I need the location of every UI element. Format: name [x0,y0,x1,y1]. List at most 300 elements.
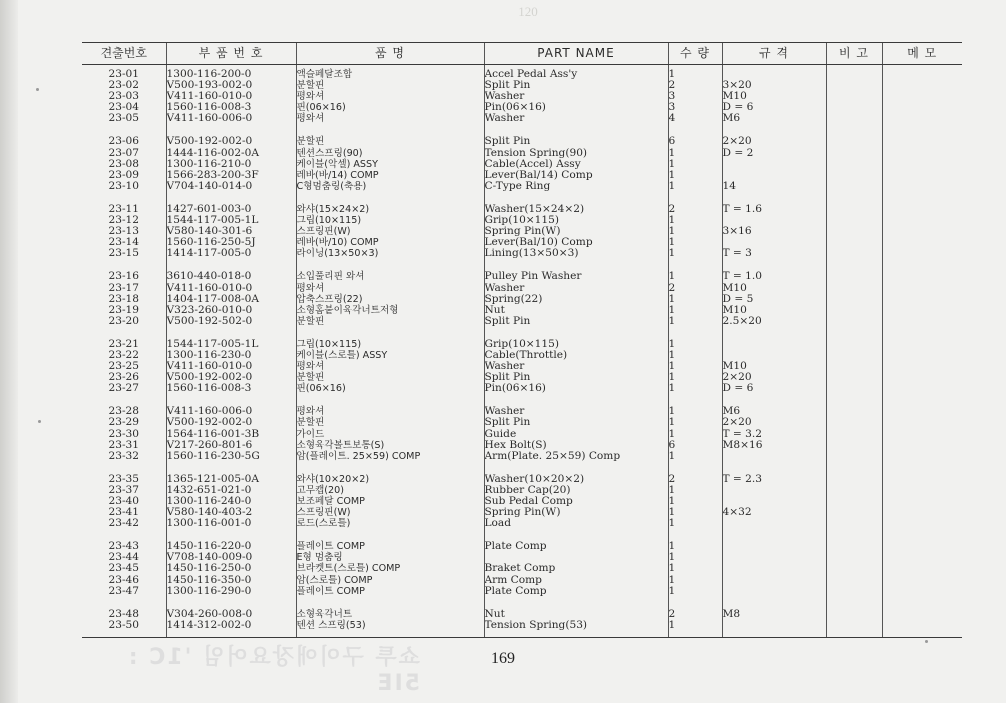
korean-name: 보조페달 COMP [296,496,365,507]
part-number: 1560-116-008-3 [166,101,252,114]
item-number-cell [82,203,166,270]
quantity: 2 [668,607,676,620]
remark-cell [826,270,882,337]
item-number: 23-47 [108,584,140,597]
part-name: Split Pin [484,135,531,148]
item-number: 23-07 [108,146,140,159]
parts-group [82,338,962,405]
specification: 2×20 [722,135,752,148]
specification: D = 5 [722,292,754,305]
part-number: 1414-117-005-0 [166,247,252,260]
item-number: 23-35 [108,472,140,485]
part-number: V304-260-008-0 [166,607,253,620]
korean-name: 스프링핀(W) [296,226,351,238]
specification-cell [722,473,826,540]
item-number: 23-44 [108,551,140,564]
korean-name: 레바(바/10) COMP [296,237,379,249]
part-number-cell [166,135,296,202]
part-name: Split Pin [484,416,531,429]
korean-name: 소형홈붙이육각너트저형 [296,304,399,316]
header-quantity: 수 량 [668,43,722,65]
part-number: 1564-116-001-3B [166,427,260,440]
header-specification: 규 격 [722,43,826,65]
header-item-no: 견출번호 [82,43,166,65]
part-number: 1365-121-005-0A [166,472,260,485]
part-number: 1450-116-220-0 [166,540,252,553]
part-name: C-Type Ring [484,179,551,192]
specification: M10 [722,360,747,373]
korean-name: 압축스프링(22) [296,293,363,305]
part-name: Washer [484,90,525,103]
korean-name: 소입풀리핀 와셔 [296,271,365,283]
item-number: 23-28 [108,405,140,418]
item-number-cell [82,540,166,607]
part-name-cell [484,338,668,405]
item-number: 23-10 [108,179,140,192]
part-name: Pulley Pin Washer [484,270,582,283]
quantity: 6 [668,135,676,148]
part-number: 1566-283-200-3F [166,168,259,181]
korean-name-cell [296,135,484,202]
header-memo: 메 모 [882,43,962,65]
memo-cell [882,608,962,638]
part-number-cell [166,338,296,405]
specification [723,586,826,597]
quantity: 1 [668,168,676,181]
memo-cell [882,203,962,270]
part-name: Pin(06×16) [484,101,546,114]
quantity: 3 [668,101,676,114]
item-number: 23-40 [108,495,140,507]
part-number: V704-140-014-0 [166,179,253,192]
part-number: 1300-116-230-0 [166,348,252,361]
part-number: 1414-312-002-0 [166,618,252,631]
part-number: 1560-116-250-5J [166,236,256,249]
part-number: 1404-117-008-0A [166,292,260,305]
item-number: 23-21 [108,337,140,350]
part-name-cell [484,65,668,136]
item-number: 23-02 [108,79,140,92]
item-number: 23-17 [108,281,140,294]
korean-name-cell [296,473,484,540]
part-name: Pin(06×16) [484,382,546,395]
part-number-cell [166,65,296,136]
part-number: V580-140-403-2 [166,506,253,519]
memo-cell [882,338,962,405]
part-number-cell [166,405,296,472]
bleed-through-number: 120 [518,4,538,19]
quantity-cell [668,270,722,337]
korean-name: 분할핀 [296,315,325,327]
item-number: 23-15 [108,247,140,260]
memo-cell [882,65,962,136]
specification: T = 3.2 [722,427,763,440]
part-name: Tension Spring(90) [484,146,588,159]
part-number-cell [166,540,296,607]
part-name: Split Pin [484,314,531,327]
part-name: Cable(Throttle) [484,348,568,361]
parts-table [82,42,962,638]
item-number: 23-08 [108,157,140,170]
korean-name: 핀(06×16) [296,102,346,114]
item-number: 23-12 [108,214,140,227]
part-name: Sub Pedal Comp [484,495,573,507]
item-number-cell [82,405,166,472]
quantity: 2 [668,202,676,215]
item-number: 23-37 [108,483,140,496]
item-number: 23-30 [108,427,140,440]
part-number-cell [166,203,296,270]
quantity: 1 [668,540,676,553]
part-name: Cable(Accel) Assy [484,157,581,170]
quantity: 1 [668,416,676,429]
specification-cell [722,608,826,638]
part-name: Load [484,517,512,530]
item-number-cell [82,608,166,638]
header-remark: 비 고 [826,43,882,65]
part-number: 1432-651-021-0 [166,483,252,496]
specification: M6 [722,405,741,418]
part-name: Washer(15×24×2) [484,202,585,215]
item-number-cell [82,270,166,337]
specification: D = 6 [722,382,754,395]
specification: M8×16 [722,438,763,451]
specification-cell [722,405,826,472]
parts-group [82,65,962,136]
header-korean-name: 품 명 [296,43,484,65]
item-number: 23-18 [108,292,140,305]
item-number: 23-06 [108,135,140,148]
parts-group [82,540,962,607]
part-number: V500-192-002-0 [166,416,253,429]
part-number: V580-140-301-6 [166,225,253,238]
quantity: 1 [668,517,676,530]
specification-cell [722,135,826,202]
quantity: 6 [668,438,676,451]
part-name: Hex Bolt(S) [484,438,547,451]
part-number: V500-193-002-0 [166,79,253,92]
quantity: 1 [668,506,676,519]
part-name: Nut [484,607,505,620]
item-number-cell [82,338,166,405]
korean-name: 스프링핀(W) [296,507,351,519]
quantity: 3 [668,90,676,103]
part-number: V411-160-010-0 [166,90,253,103]
specification [723,339,826,350]
quantity: 4 [668,112,676,125]
item-number: 23-29 [108,416,140,429]
quantity: 2 [668,472,676,485]
quantity: 1 [668,146,676,159]
specification: 3×20 [722,79,752,92]
korean-name: 핀(06×16) [296,383,346,395]
korean-name: 플레이트 COMP [296,585,365,597]
korean-name: 케이블(악셀) ASSY [296,158,378,170]
part-name: Spring Pin(W) [484,506,561,519]
quantity: 1 [668,270,676,283]
part-number: V217-260-801-6 [166,438,253,451]
item-number-cell [82,65,166,136]
korean-name: 소형육각너트 [296,608,353,620]
item-number: 23-26 [108,371,140,384]
specification: M10 [722,90,747,103]
korean-name: 평와셔 [296,282,325,294]
part-number: 1560-116-008-3 [166,382,252,395]
memo-cell [882,405,962,472]
korean-name: 텐션 스프링(53) [296,619,366,631]
specification-cell [722,203,826,270]
part-number: 3610-440-018-0 [166,270,252,283]
item-number: 23-48 [108,607,140,620]
part-number: V323-260-010-0 [166,303,253,316]
item-number: 23-13 [108,225,140,238]
quantity-cell [668,65,722,136]
korean-name-cell [296,405,484,472]
quantity: 1 [668,314,676,327]
korean-name: 라이닝(13×50×3) [296,248,379,260]
korean-name: 케이블(스로틀) ASSY [296,349,388,361]
quantity: 1 [668,495,676,507]
part-number: 1544-117-005-1L [166,337,259,350]
quantity: 2 [668,281,676,294]
memo-cell [882,270,962,337]
item-number: 23-25 [108,360,140,373]
memo-cell [882,135,962,202]
scan-speck [925,640,928,643]
quantity: 1 [668,348,676,361]
quantity: 1 [668,247,676,260]
part-name: Arm(Plate. 25×59) Comp [484,449,621,462]
part-name-cell [484,270,668,337]
part-number: 1300-116-240-0 [166,495,252,507]
item-number: 23-01 [108,68,140,80]
quantity-cell [668,473,722,540]
item-number-cell [82,135,166,202]
item-number: 23-22 [108,348,140,361]
item-number: 23-05 [108,112,140,125]
memo-cell [882,473,962,540]
item-number: 23-45 [108,562,140,575]
item-number: 23-31 [108,438,140,451]
remark-cell [826,473,882,540]
korean-name: 평와셔 [296,406,325,418]
korean-name-cell [296,65,484,136]
korean-name-cell [296,608,484,638]
part-number: 1450-116-250-0 [166,562,252,575]
item-number: 23-50 [108,618,140,631]
korean-name: 플레이트 COMP [296,541,365,553]
part-name-cell [484,608,668,638]
item-number: 23-42 [108,517,140,530]
specification: M8 [722,607,741,620]
quantity: 1 [668,303,676,316]
quantity: 1 [668,337,676,350]
part-name: Spring Pin(W) [484,225,561,238]
part-number: 1444-116-002-0A [166,146,260,159]
specification: T = 2.3 [722,472,763,485]
quantity-cell [668,338,722,405]
korean-name: 텐션스프링(90) [296,147,363,159]
quantity: 1 [668,214,676,227]
scan-speck [38,420,41,423]
item-number: 23-03 [108,90,140,103]
remark-cell [826,338,882,405]
header-part-number: 부 품 번 호 [166,43,296,65]
part-name: Lining(13×50×3) [484,247,579,260]
part-name: Lever(Bal/10) Comp [484,236,593,249]
part-name-cell [484,203,668,270]
part-name: Plate Comp [484,584,547,597]
part-name: Washer [484,360,525,373]
part-name: Washer [484,281,525,294]
part-number: 1300-116-290-0 [166,584,252,597]
part-number: V411-160-006-0 [166,405,253,418]
remark-cell [826,65,882,136]
quantity: 1 [668,483,676,496]
part-number: 1450-116-350-0 [166,573,252,586]
specification: T = 1.0 [722,270,763,283]
item-number: 23-04 [108,101,140,114]
page-number: 169 [491,650,515,667]
item-number: 23-43 [108,540,140,553]
quantity: 1 [668,573,676,586]
korean-name: 레바(바/14) COMP [296,169,379,181]
item-number: 23-27 [108,382,140,395]
specification: D = 6 [722,101,754,114]
remark-cell [826,608,882,638]
quantity: 1 [668,236,676,249]
part-number: 1300-116-200-0 [166,68,252,80]
quantity: 1 [668,292,676,305]
specification [723,485,826,496]
quantity: 1 [668,562,676,575]
korean-name: 와샤(15×24×2) [296,203,370,215]
korean-name: C형멈춤링(축용) [296,180,367,192]
specification-cell [722,540,826,607]
korean-name-cell [296,203,484,270]
korean-name: 분할핀 [296,80,325,92]
quantity: 1 [668,225,676,238]
parts-body [82,65,962,638]
specification [723,563,826,574]
header-part-name: PART NAME [484,43,668,65]
item-number: 23-11 [108,202,140,215]
specification: M6 [722,112,741,125]
part-name: Split Pin [484,79,531,92]
quantity: 1 [668,371,676,384]
memo-cell [882,540,962,607]
specification: M10 [722,281,747,294]
remark-cell [826,540,882,607]
specification [723,575,826,586]
quantity-cell [668,540,722,607]
parts-group [82,473,962,540]
part-number: V411-160-010-0 [166,360,253,373]
part-name: Nut [484,303,505,316]
item-number-cell [82,473,166,540]
part-name: Plate Comp [484,540,547,553]
specification [723,518,826,529]
specification: 2×20 [722,416,752,429]
specification: 3×16 [722,225,752,238]
specification [723,552,826,563]
page-edge-shadow [0,0,18,703]
korean-name: 소형육각볼트보통(S) [296,439,385,451]
quantity: 1 [668,551,676,564]
part-name: Grip(10×115) [484,214,560,227]
korean-name: 가이드 [296,428,325,440]
part-number-cell [166,270,296,337]
item-number: 23-09 [108,168,140,181]
header-row [82,43,962,65]
specification-cell [722,270,826,337]
korean-name: 분할핀 [296,136,325,148]
part-number-cell [166,608,296,638]
quantity: 1 [668,405,676,418]
quantity: 1 [668,427,676,440]
quantity-cell [668,405,722,472]
item-number: 23-16 [108,270,140,283]
quantity-cell [668,135,722,202]
part-number: 1560-116-230-5G [166,449,260,462]
specification: 2×20 [722,371,752,384]
korean-name: 액슬페달조합 [296,69,353,80]
part-name: Guide [484,427,517,440]
part-name-cell [484,473,668,540]
specification: T = 1.6 [722,202,763,215]
parts-group [82,270,962,337]
quantity: 1 [668,584,676,597]
part-name: Split Pin [484,371,531,384]
part-number: 1300-116-210-0 [166,157,252,170]
specification: 2.5×20 [722,314,762,327]
korean-name: 암(스로틀) COMP [296,574,373,586]
specification: 14 [722,179,736,192]
korean-name-cell [296,338,484,405]
korean-name: 고무캡(20) [296,484,344,496]
korean-name: 그립(10×115) [296,338,362,350]
parts-group [82,203,962,270]
specification-cell [722,338,826,405]
part-name: Spring(22) [484,292,543,305]
specification [723,620,826,631]
part-name-cell [484,540,668,607]
korean-name: E형 멈춤링 [296,552,343,564]
part-name: Arm Comp [484,573,542,586]
korean-name: 평와셔 [296,113,325,125]
part-name-cell [484,135,668,202]
quantity: 1 [668,382,676,395]
specification: 4×32 [722,506,752,519]
specification [723,159,826,170]
quantity-cell [668,608,722,638]
specification [723,170,826,181]
korean-name-cell [296,540,484,607]
part-number: V500-192-502-0 [166,314,253,327]
part-name: Accel Pedal Ass'y [484,68,578,80]
part-name: Rubber Cap(20) [484,483,571,496]
specification: T = 3 [722,247,752,260]
korean-name: 그립(10×115) [296,215,362,227]
specification [723,541,826,552]
specification [723,451,826,462]
part-number: 1544-117-005-1L [166,214,259,227]
part-number: V411-160-010-0 [166,281,253,294]
part-name: Washer [484,112,525,125]
item-number: 23-32 [108,449,140,462]
quantity: 1 [668,449,676,462]
korean-name: 로드(스로틀) [296,518,351,530]
